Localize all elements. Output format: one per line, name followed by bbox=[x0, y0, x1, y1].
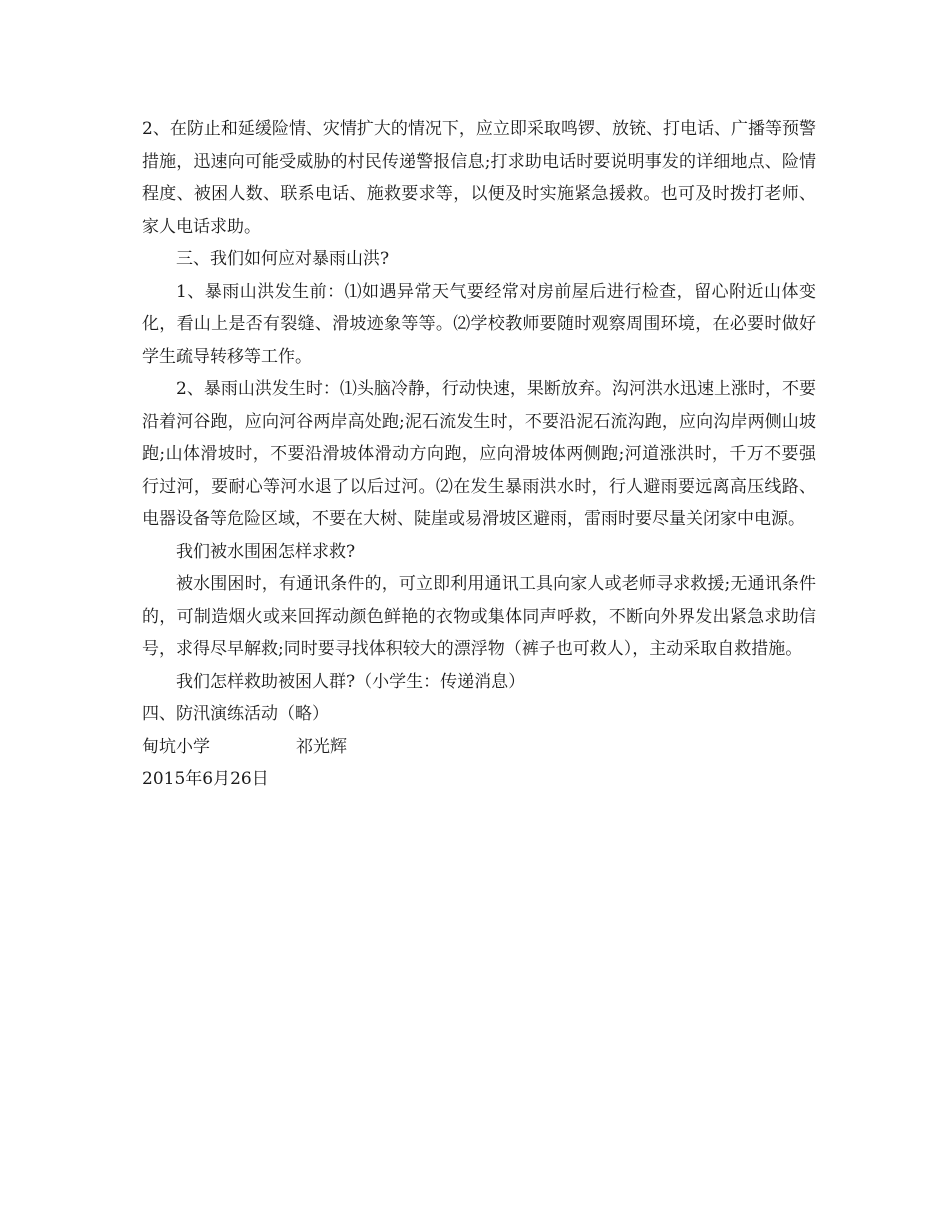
question-help-trapped: 我们怎样救助被困人群?（小学生：传递消息） bbox=[176, 671, 526, 692]
signature-author: 祁光辉 bbox=[296, 736, 347, 757]
signature-school: 甸坑小学 bbox=[142, 736, 210, 757]
question-trapped-rescue: 我们被水围困怎样求救? bbox=[176, 541, 356, 562]
paragraph-during-flood: 2、暴雨山洪发生时：⑴头脑冷静，行动快速，果断放弃。沟河洪水迅速上涨时，不要沿着河谷跑，应向河谷两岸高处跑;泥石流发生时，不要沿泥石流沟跑，应向沟岸两侧山坡跑;山体滑坡时，不要沿滑坡体滑动方向跑，应向滑坡体两侧跑;河道涨洪时，千万不要强行过河，要耐心等河水退了以后过河。⑵在发生暴雨洪水时，行人避雨要远离高压线路、电器设备等危险区域，不要在大树、陡崖或易滑坡区避雨，雷雨时要尽量关闭家中电源。 bbox=[142, 379, 816, 529]
section-heading-flood-response: 三、我们如何应对暴雨山洪? bbox=[176, 249, 390, 269]
section-heading-drill: 四、防汛演练活动（略） bbox=[142, 704, 329, 724]
paragraph-trapped-rescue: 被水围困时，有通讯条件的，可立即利用通讯工具向家人或老师寻求救援;无通讯条件的，可制造烟火或来回挥动颜色鲜艳的衣物或集体同声呼救，不断向外界发出紧急求助信号，求得尽早解救;同时要寻找体积较大的漂浮物（裤子也可救人），主动采取自救措施。 bbox=[142, 574, 816, 659]
document-body bbox=[142, 113, 816, 796]
paragraph-warning-measures: 2、在防止和延缓险情、灾情扩大的情况下，应立即采取鸣锣、放铳、打电话、广播等预警措施，迅速向可能受威胁的村民传递警报信息;打求助电话时要说明事发的详细地点、险情程度、被困人数、联系电话、施救要求等，以便及时实施紧急援救。也可及时拨打老师、家人电话求助。 bbox=[142, 119, 816, 237]
document-date: 2015年6月26日 bbox=[142, 769, 269, 789]
signature-line bbox=[142, 731, 816, 764]
paragraph-before-flood: 1、暴雨山洪发生前：⑴如遇异常天气要经常对房前屋后进行检查，留心附近山体变化，看山上是否有裂缝、滑坡迹象等等。⑵学校教师要随时观察周围环境，在必要时做好学生疏导转移等工作。 bbox=[142, 281, 816, 367]
